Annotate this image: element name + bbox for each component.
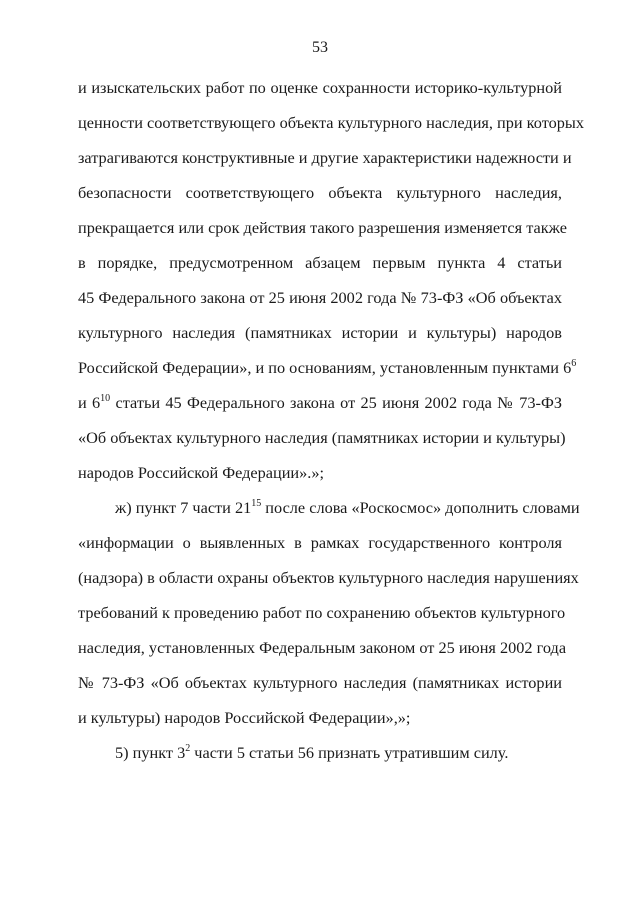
text-line: (надзора) в области охраны объектов культурного наследия нарушениях [78, 568, 579, 587]
text-line: безопасности соответствующего объекта культурного наследия, [78, 183, 562, 202]
text-line: затрагиваются конструктивные и другие характеристики надежности и [78, 148, 572, 167]
text-line: и культуры) народов Российской Федерации»,»; [78, 708, 411, 727]
text-run: после слова «Роскосмос» дополнить словами [261, 498, 580, 517]
text-line: № 73-ФЗ «Об объектах культурного наследия (памятниках истории [78, 673, 562, 692]
text-line [115, 497, 580, 518]
text-line: наследия, установленных Федеральным законом от 25 июня 2002 года [78, 638, 567, 657]
text-line: и изыскательских работ по оценке сохранности историко-культурной [78, 78, 562, 97]
text-line: прекращается или срок действия такого разрешения изменяется также [78, 218, 567, 237]
text-line: ценности соответствующего объекта культурного наследия, при которых [78, 113, 584, 132]
text-run: 5) пункт 3 [115, 743, 186, 762]
text-run: ж) пункт 7 части 21 [115, 498, 252, 517]
text-line [78, 357, 577, 378]
text-run: и 6 [78, 393, 101, 412]
superscript: 2 [185, 742, 191, 754]
superscript: 10 [100, 392, 111, 404]
page-number: 53 [312, 39, 328, 56]
text-line: народов Российской Федерации».»; [78, 463, 325, 482]
text-line: «Об объектах культурного наследия (памятниках истории и культуры) [78, 428, 566, 447]
text-line [78, 393, 562, 413]
text-line: «информации о выявленных в рамках государственного контроля [78, 533, 562, 552]
text-line: культурного наследия (памятниках истории и культуры) народов [78, 323, 562, 342]
text-run: статьи 45 Федерального закона от 25 июня 2002 года № 73-ФЗ [110, 393, 562, 412]
text-line: в порядке, предусмотренном абзацем первым пункта 4 статьи [78, 253, 562, 272]
text-line [115, 743, 562, 763]
superscript: 6 [571, 357, 577, 369]
superscript: 15 [251, 497, 262, 509]
text-run: части 5 статьи 56 признать утратившим силу. [190, 743, 509, 762]
text-run: Российской Федерации», и по основаниям, установленным пунктами 6 [78, 358, 572, 377]
text-line: 45 Федерального закона от 25 июня 2002 года № 73-ФЗ «Об объектах [78, 288, 562, 307]
text-line: требований к проведению работ по сохранению объектов культурного [78, 603, 566, 622]
